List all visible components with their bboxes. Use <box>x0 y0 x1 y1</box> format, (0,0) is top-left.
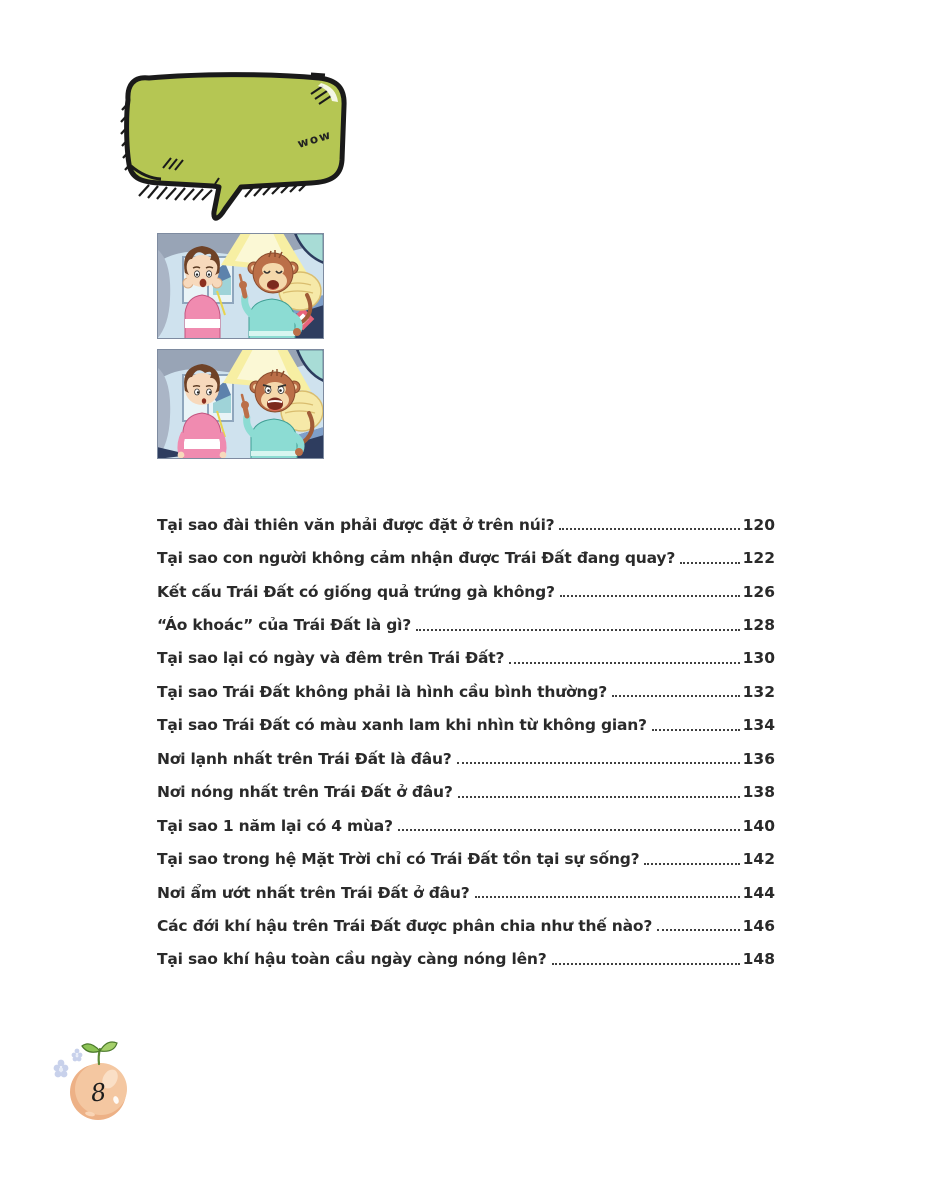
toc-entry-title: Nơi lạnh nhất trên Trái Đất là đâu? <box>157 749 452 768</box>
comic-panel-1-art <box>157 233 324 339</box>
toc-entry-row <box>157 776 775 809</box>
toc-entry-row <box>157 642 775 675</box>
toc-entry-page-number: 122 <box>742 549 775 568</box>
page-number-mascot <box>44 1034 159 1152</box>
toc-entry-row <box>157 608 775 641</box>
toc-entry-row <box>157 575 775 608</box>
toc-dot-leader <box>458 787 740 798</box>
toc-entry-title: Nơi ẩm ướt nhất trên Trái Đất ở đâu? <box>157 883 470 902</box>
speech-bubble-icon <box>115 66 355 231</box>
toc-dot-leader <box>644 854 739 865</box>
sprout-leaf-right <box>100 1042 117 1051</box>
page-number: 8 <box>89 1078 108 1108</box>
toc-dot-leader <box>612 686 740 697</box>
toc-entry-page-number: 128 <box>742 616 775 635</box>
toc-entry-row <box>157 909 775 942</box>
toc-entry-page-number: 126 <box>742 582 775 601</box>
toc-entry-page-number: 136 <box>742 749 775 768</box>
toc-entry-page-number: 132 <box>742 682 775 701</box>
toc-entry-page-number: 146 <box>742 916 775 935</box>
toc-entry-title: Các đới khí hậu trên Trái Đất được phân chia như thế nào? <box>157 916 653 935</box>
toc-entry-title: Tại sao trong hệ Mặt Trời chỉ có Trái Đất tồn tại sự sống? <box>157 850 640 869</box>
toc-entry-page-number: 140 <box>742 816 775 835</box>
toc-dot-leader <box>652 720 740 731</box>
toc-entry-row <box>157 709 775 742</box>
toc-entry-title: Kết cấu Trái Đất có giống quả trứng gà không? <box>157 582 555 601</box>
toc-dot-leader <box>398 820 740 831</box>
peach-mascot-icon <box>44 1034 159 1152</box>
toc-dot-leader <box>657 920 739 931</box>
table-of-contents <box>157 508 775 976</box>
toc-entry-page-number: 142 <box>742 850 775 869</box>
comic-panel-1 <box>157 233 324 339</box>
toc-entry-page-number: 130 <box>742 649 775 668</box>
toc-entry-row <box>157 541 775 574</box>
bubble-wow-text: wow <box>295 127 334 151</box>
toc-dot-leader <box>552 954 740 965</box>
toc-entry-row <box>157 876 775 909</box>
toc-entry-page-number: 138 <box>742 783 775 802</box>
toc-entry-row <box>157 675 775 708</box>
toc-entry-page-number: 134 <box>742 716 775 735</box>
toc-dot-leader <box>509 653 739 664</box>
toc-entry-title: Tại sao con người không cảm nhận được Trái Đất đang quay? <box>157 549 676 568</box>
toc-entry-title: Tại sao Trái Đất có màu xanh lam khi nhìn từ không gian? <box>157 716 647 735</box>
toc-entry-row <box>157 742 775 775</box>
toc-entry-row <box>157 842 775 875</box>
toc-entry-title: Tại sao đài thiên văn phải được đặt ở trên núi? <box>157 515 555 534</box>
toc-entry-row <box>157 508 775 541</box>
speech-bubble-illustration <box>115 66 355 231</box>
toc-entry-title: Tại sao khí hậu toàn cầu ngày càng nóng lên? <box>157 950 547 969</box>
sprout-leaf-left <box>82 1044 100 1052</box>
toc-entry-title: Tại sao lại có ngày và đêm trên Trái Đất? <box>157 649 505 668</box>
comic-panel-2 <box>157 349 324 459</box>
toc-entry-row <box>157 809 775 842</box>
toc-entry-row <box>157 943 775 976</box>
toc-entry-page-number: 148 <box>742 950 775 969</box>
toc-dot-leader <box>680 553 740 564</box>
toc-entry-title: Tại sao 1 năm lại có 4 mùa? <box>157 816 393 835</box>
toc-entry-title: “Áo khoác” của Trái Đất là gì? <box>157 616 412 635</box>
toc-entry-page-number: 120 <box>742 515 775 534</box>
toc-dot-leader <box>457 753 740 764</box>
toc-entry-title: Tại sao Trái Đất không phải là hình cầu bình thường? <box>157 682 608 701</box>
comic-panel-2-art <box>157 349 324 459</box>
toc-entry-title: Nơi nóng nhất trên Trái Đất ở đâu? <box>157 783 453 802</box>
toc-entry-page-number: 144 <box>742 883 775 902</box>
toc-dot-leader <box>560 586 740 597</box>
toc-dot-leader <box>475 887 740 898</box>
toc-dot-leader <box>559 519 739 530</box>
toc-dot-leader <box>416 620 740 631</box>
